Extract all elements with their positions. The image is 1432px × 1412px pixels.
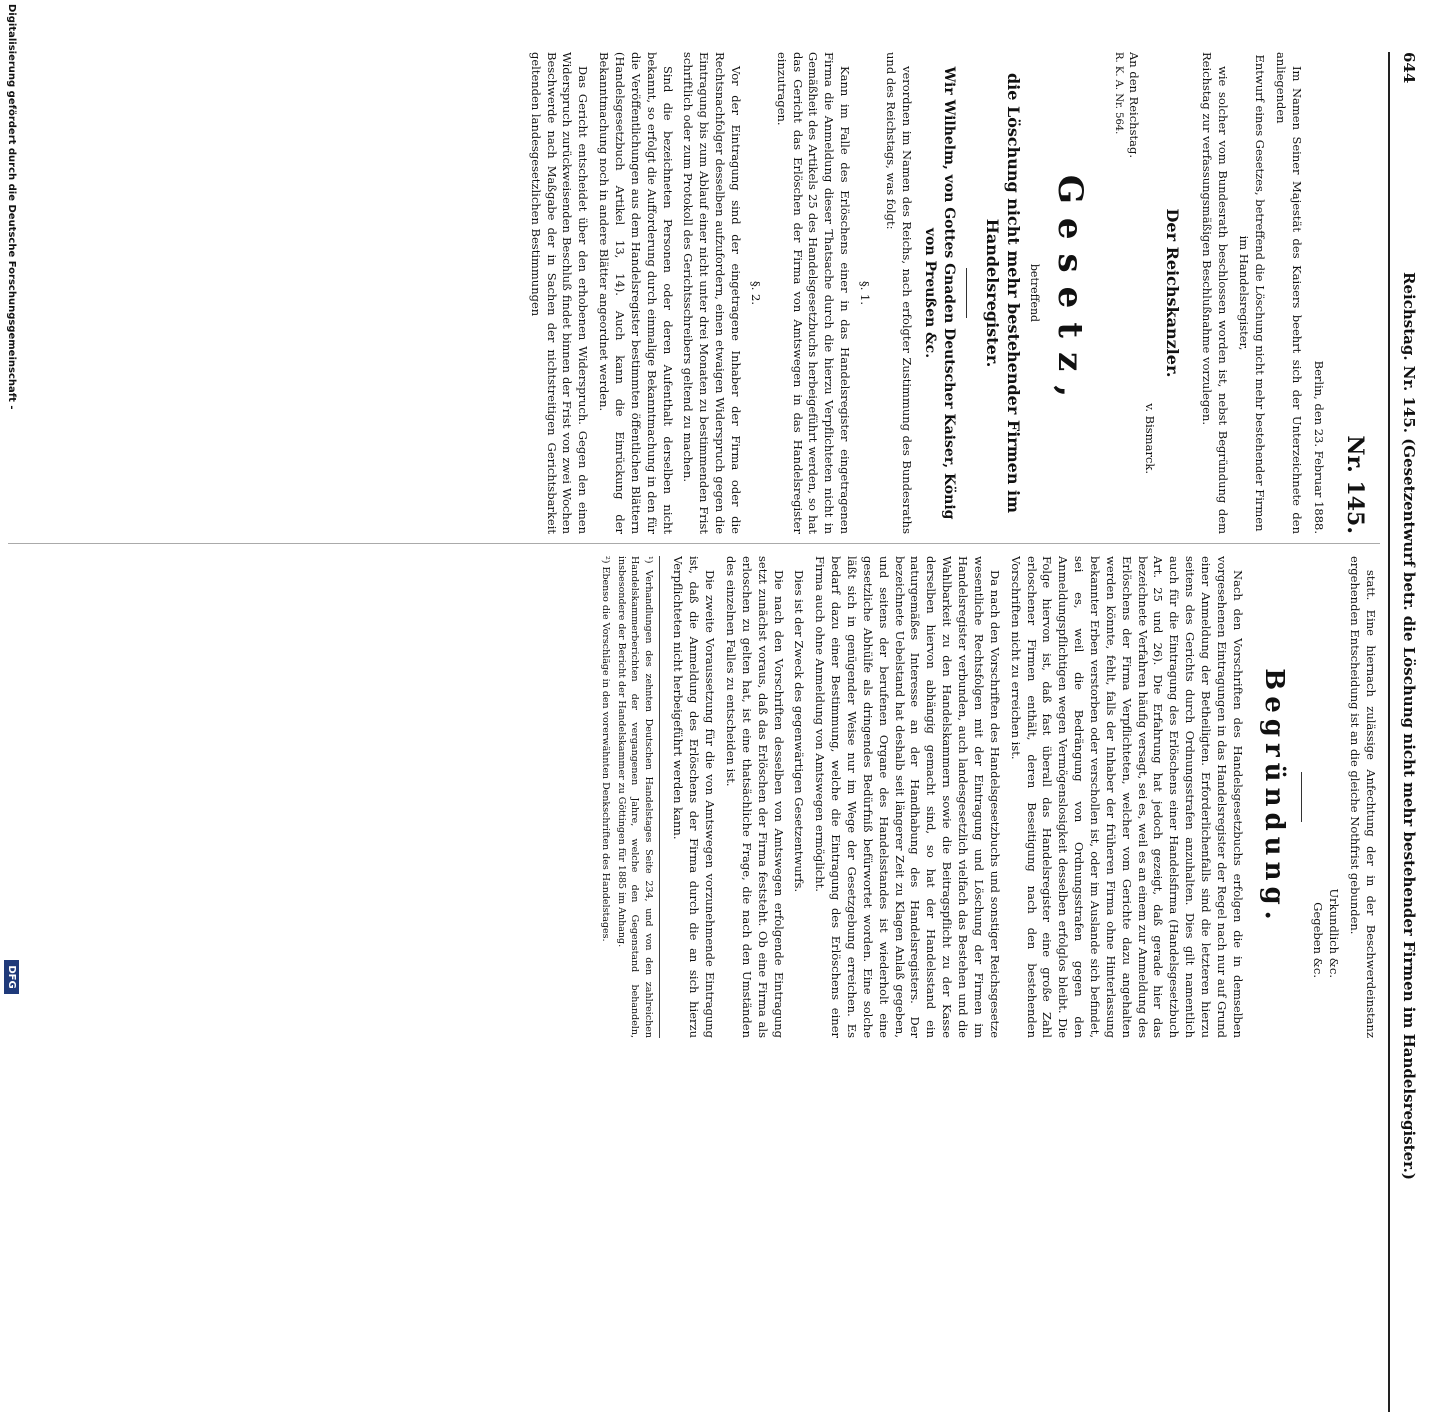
closing-urkundlich: Urkundlich &c. bbox=[1327, 888, 1342, 978]
right-column bbox=[4, 556, 1378, 1038]
reference-number: R. K. A. Nr. 564. bbox=[1112, 52, 1124, 135]
closing-gegeben: Gegeben &c. bbox=[1311, 902, 1326, 978]
short-rule bbox=[966, 268, 967, 318]
begruendung-para-3: Dies ist der Zweck des gegenwärtigen Gesetzentwurfs. bbox=[792, 570, 807, 893]
document-number: Nr. 145. bbox=[1342, 435, 1368, 534]
footnote-2: ²) Ebenso die Vorschläge in den vorerwähnten Denkschriften des Handelstages. bbox=[600, 556, 612, 942]
section-2-heading: §. 2. bbox=[748, 280, 763, 306]
section-2-text-1: Vor der Eintragung sind der eingetragene Inhaber der Firma oder die Rechtsnachfolger desselben aufzufordern, einen etwaigen Widerspruch gegen die Eintragung bis zum Ablauf einer nicht unter drei Monaten zu bestimmenden Frist schriftlich oder zum Protokoll des Gerichtsschreibers geltend zu machen. bbox=[681, 52, 743, 534]
footnote-1: ¹) Verhandlungen des zehnten Deutschen Handelstages Seite 234, und von den zahlreichen Handelskammerberichten der vergangenen Jahre, welche den Gegenstand behandeln, insbesondere der Bericht der Handelskammer zu Göttingen für 1885 im Anhang. bbox=[616, 556, 654, 1038]
begruendung-para-1: Nach den Vorschriften des Handelsgesetzbuchs erfolgen die in demselben vorgesehenen Eintragungen in das Handelsregister der Regel nach nur auf Grund einer Anmeldung der Betheiligten. Erforderlichenfalls sind die letzteren hierzu seitens des Gerichts durch Ordnungsstrafen anzuhalten. Dies gilt namentlich auch für die Eintragung des Erlöschens einer Handelsfirma (Handelsgesetzbuch Art. 25 und 26). Die Erfahrung hat jedoch gezeigt, daß gerade hier das bezeichnete Verfahren häufig versagt, sei es, weil es an einem zur Anmeldung des Erlöschens der Firma Verpflichteten, welcher vom Gerichte dazu angehalten werden könnte, fehlt, falls der Inhaber der früheren Firma ohne Hinterlassung bekannter Erben verstorben oder verschollen ist, oder im Auslande sich befindet, sei es, weil die Bedrängung von Ordnungsstrafen gegen den Anmeldungspflichtigen wegen Vermögenslosigkeit desselben erfolglos bleibt. Die Folge hiervon ist, daß fast überall das Handelsregister eine große Zahl erloschener Firmen enthält, deren Beseitigung nach den bestehenden Vorschriften nicht zu erreichen ist. bbox=[1008, 556, 1245, 1038]
signatory-title: Der Reichskanzler. bbox=[1162, 208, 1182, 378]
section-1-heading: §. 1. bbox=[858, 280, 873, 306]
section-2-text-3: Das Gericht entscheidet über den erhobenen Widerspruch. Gegen den einen Widerspruch zurückweisenden Beschluß findet binnen der Frist von zwei Wochen Beschwerde nach Maßgabe der in Sachen der nichtstreitigen Gerichtsbarkeit geltenden landesgesetzlichen Bestimmungen bbox=[528, 52, 591, 534]
begruendung-para-4: Die nach den Vorschriften desselben von Amtswegen erfolgende Eintragung setzt zunächst voraus, daß das Erlöschen der Firma feststeht. Ob eine Firma als erloschen zu gelten hat, ist eine thatsächliche Frage, die nach den Umständen des einzelnen Falles zu entscheiden ist. bbox=[724, 556, 786, 1038]
section-2-text-2: Sind die bezeichneten Personen oder deren Aufenthalt derselben nicht bekannt, so erfolgt die Aufforderung durch einmalige Bekanntmachung in den für die Veröffentlichungen aus dem Handelsregister bestimmten öffentlichen Blättern (Handelsgesetzbuch Artikel 13, 14). Auch kann die Einrückung der Bekanntmachung noch in andere Blätter angeordnet werden. bbox=[597, 52, 675, 534]
begruendung-para-5: Die zweite Voraussetzung für die von Amtswegen vorzunehmende Eintragung ist, daß die Anmeldung des Erlöschens der Firma durch die an sich hierzu Verpflichteten nicht herbeigeführt werden kann. bbox=[671, 556, 718, 1038]
header-rule bbox=[1388, 52, 1390, 1412]
page-number: 644 bbox=[1400, 52, 1418, 84]
section-1-text: Kann im Falle des Erlöschens einer in das Handelsregister eingetragenen Firma die Anmeldung dieser Thatsache durch die hierzu Verpflichteten nicht in Gemäßheit des Artikels 25 des Handelsgesetzbuchs herbeigeführt werden, so hat das Gericht das Erlöschen der Firma von Amtswegen in das Handelsregister einzutragen. bbox=[774, 52, 853, 534]
left-column bbox=[4, 52, 1378, 534]
intro-subject: Entwurf eines Gesetzes, betreffend die Löschung nicht mehr bestehender Firmen im Handelsregister, bbox=[1237, 54, 1268, 532]
law-title: Gesetz, bbox=[1050, 174, 1091, 412]
date-line: Berlin, den 23. Februar 1888. bbox=[1311, 360, 1326, 534]
addressee: An den Reichstag. bbox=[1126, 52, 1141, 158]
enacting-clause: verordnen im Namen des Reichs, nach erfolgter Zustimmung des Bundesraths und des Reichstags, was folgt: bbox=[883, 52, 914, 534]
digitization-note: Digitalisierung gefördert durch die Deutsche Forschungsgemeinschaft - bbox=[6, 4, 17, 410]
begruendung-title: Begründung. bbox=[1258, 668, 1289, 926]
short-rule-2 bbox=[1301, 772, 1302, 822]
law-subject: die Löschung nicht mehr bestehender Firmen im Handelsregister. bbox=[983, 72, 1023, 514]
begruendung-para-2: Da nach den Vorschriften des Handelsgesetzbuchs und sonstiger Reichsgesetze wesentliche Rechtsfolgen mit der Eintragung und Löschung der Firmen im Handelsregister verbunden, auch landesgesetzlich vielfach das Bestehen und die Wahlbarkeit zu den Handelskammern sowie die Beitragspflicht zu der Kasse derselben hiervon abhängig gemacht sind, so hat der Handelsstand ein naturgemäßes Interesse an der Handhabung des Handelsregisters. Der bezeichnete Uebelstand hat deshalb seit längerer Zeit zu Klagen Anlaß gegeben, und seitens der berufenen Organe des Handelsstandes ist wiederholt eine gesetzliche Abhülfe als dringendes Bedürfniß befürwortet worden. Eine solche läßt sich in genügender Weise nur im Wege der Gesetzgebung erreichen. Es bedarf dazu einer Bestimmung, welche die Eintragung des Erlöschens einer Firma auch ohne Anmeldung von Amtswegen ermöglicht. bbox=[813, 556, 1002, 1038]
running-title: Reichstag. Nr. 145. (Gesetzentwurf betr. die Löschung nicht mehr bestehender Firmen im Handelsregister.) bbox=[1400, 272, 1418, 1180]
intro-paragraph: Im Namen Seiner Majestät des Kaisers beehrt sich der Unterzeichnete den anliegenden bbox=[1273, 52, 1304, 534]
enacting-sovereign: Wir Wilhelm, von Gottes Gnaden Deutscher Kaiser, König von Preußen &c. bbox=[922, 66, 958, 520]
betreffend-label: betreffend bbox=[1028, 263, 1042, 323]
signatory-name: v. Bismarck. bbox=[1142, 403, 1157, 474]
intro-paragraph-2: wie solcher vom Bundesrath beschlossen worden ist, nebst Begründung dem Reichstag zur verfassungsmäßigen Beschlußnahme vorzulegen. bbox=[1200, 52, 1231, 534]
dfg-logo-icon: DFG bbox=[4, 960, 19, 994]
page-header bbox=[1390, 52, 1430, 1412]
column-divider bbox=[8, 543, 1380, 544]
digitization-footer bbox=[0, 0, 22, 1000]
continued-text: statt. Eine hiernach zulässige Anfechtung der in der Beschwerdeinstanz ergehenden Entscheidung ist an die gleiche Nothfrist gebunden. bbox=[1348, 556, 1378, 1038]
footnotes bbox=[599, 556, 659, 1038]
